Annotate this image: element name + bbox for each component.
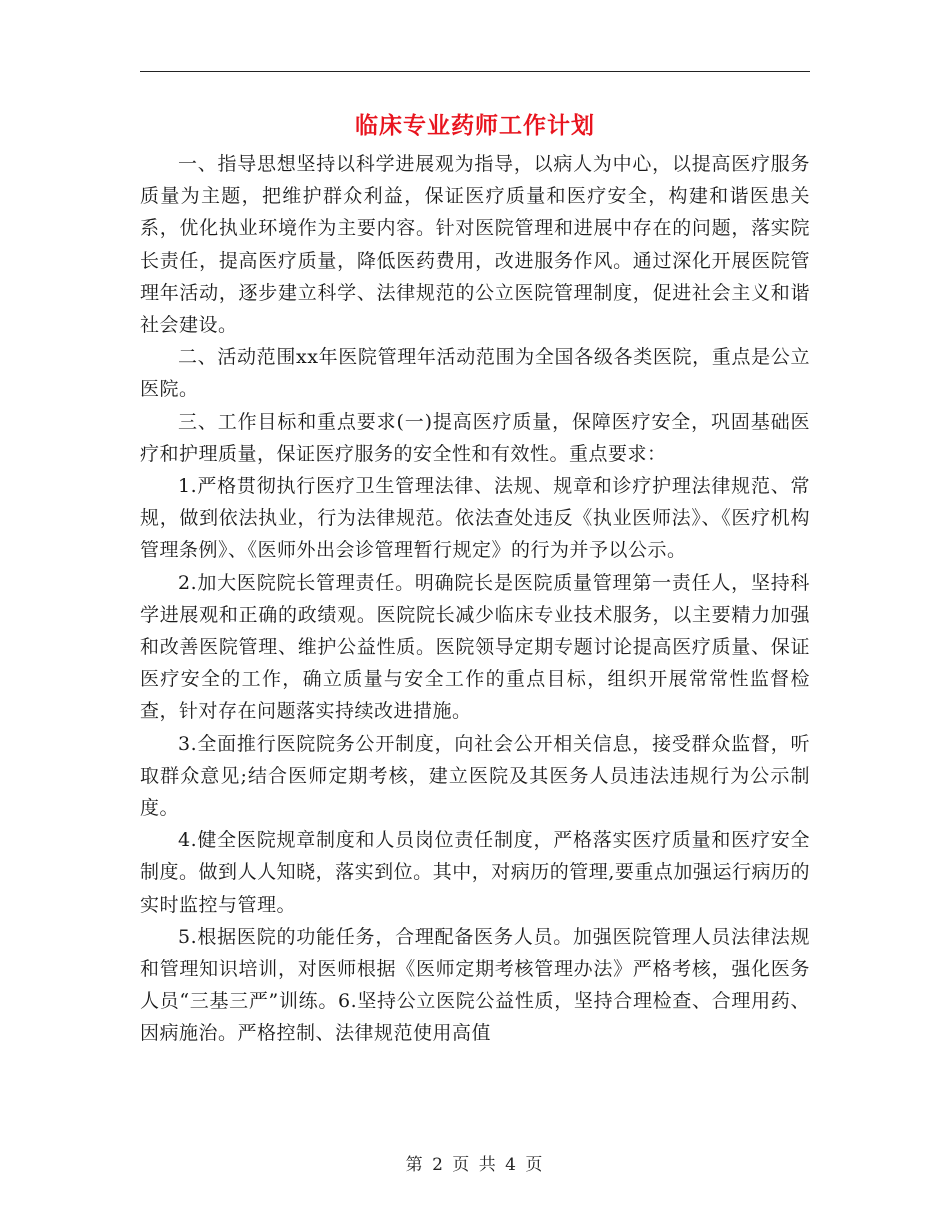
paragraph-item-3: 3.全面推行医院院务公开制度，向社会公开相关信息，接受群众监督，听取群众意见;结合医师定期考核，建立医院及其医务人员违法违规行为公示制度。 [140, 732, 810, 820]
paragraph-item-2: 2.加大医院院长管理责任。明确院长是医院质量管理第一责任人，坚持科学进展观和正确的政绩观。医院院长减少临床专业技术服务，以主要精力加强和改善医院管理、维护公益性质。医院领导定期专题讨论提高医疗质量、保证医疗安全的工作，确立质量与安全工作的重点目标，组织开展常常性监督检查，针对存在问题落实持续改进措施。 [140, 571, 810, 723]
document-body [140, 148, 810, 1050]
paragraph-goals-requirements: 三、工作目标和重点要求(一)提高医疗质量，保障医疗安全，巩固基础医疗和护理质量，保证医疗服务的安全性和有效性。重点要求： [140, 410, 810, 465]
header-rule [140, 71, 810, 72]
page-number-footer: 第 2 页 共 4 页 [405, 1155, 545, 1175]
document-title: 临床专业药师工作计划 [355, 112, 595, 139]
paragraph-guiding-ideology: 一、指导思想坚持以科学进展观为指导，以病人为中心，以提高医疗服务质量为主题，把维护群众利益，保证医疗质量和医疗安全，构建和谐医患关系，优化执业环境作为主要内容。针对医院管理和进展中存在的问题，落实院长责任，提高医疗质量，降低医药费用，改进服务作风。通过深化开展医院管理年活动，逐步建立科学、法律规范的公立医院管理制度，促进社会主义和谐社会建设。 [140, 153, 810, 337]
paragraph-item-5-6: 5.根据医院的功能任务，合理配备医务人员。加强医院管理人员法律法规和管理知识培训，对医师根据《医师定期考核管理办法》严格考核，强化医务人员“三基三严”训练。6.坚持公立医院公益性质，坚持合理检查、合理用药、因病施治。严格控制、法律规范使用高值 [140, 925, 810, 1045]
paragraph-item-1: 1.严格贯彻执行医疗卫生管理法律、法规、规章和诊疗护理法律规范、常规，做到依法执业，行为法律规范。依法查处违反《执业医师法》、《医疗机构管理条例》、《医师外出会诊管理暂行规定》的行为并予以公示。 [140, 475, 810, 562]
paragraph-item-4: 4.健全医院规章制度和人员岗位责任制度，严格落实医疗质量和医疗安全制度。做到人人知晓，落实到位。其中，对病历的管理,要重点加强运行病历的实时监控与管理。 [140, 829, 810, 916]
paragraph-activity-scope: 二、活动范围xx年医院管理年活动范围为全国各级各类医院，重点是公立医院。 [140, 346, 810, 401]
